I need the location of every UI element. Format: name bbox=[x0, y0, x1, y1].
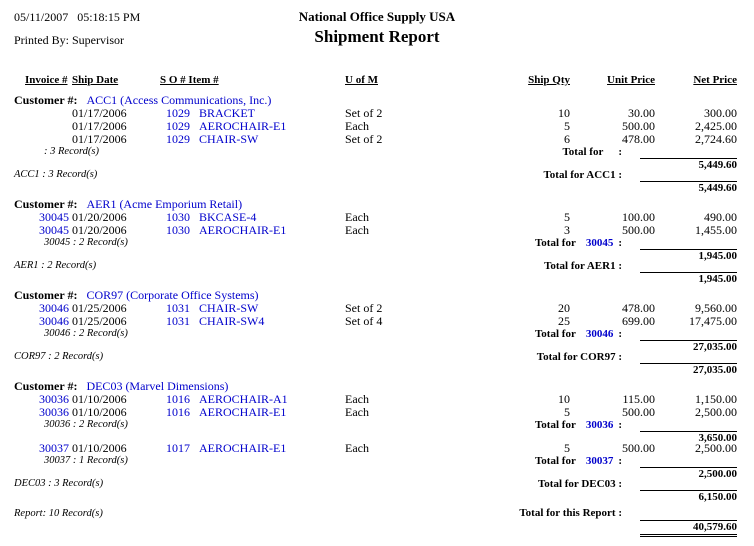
customer-header-line bbox=[0, 379, 754, 393]
subtotal-label-text: Total for bbox=[562, 146, 604, 158]
item-number-link[interactable]: AEROCHAIR-E1 bbox=[199, 441, 287, 455]
net-price-value: 9,560.00 bbox=[695, 301, 737, 315]
column-header-row bbox=[0, 72, 754, 88]
invoice-number-link bbox=[14, 120, 72, 133]
customer-number-label: Customer #: bbox=[14, 197, 78, 211]
column-header-invoice: Invoice # bbox=[25, 74, 68, 86]
item-number-link[interactable]: CHAIR-SW bbox=[199, 132, 259, 146]
ship-qty-value: 25 bbox=[558, 314, 570, 328]
customer-link[interactable]: AER1 (Acme Emporium Retail) bbox=[86, 197, 243, 211]
customer-group bbox=[0, 288, 754, 374]
invoice-subtotal-line bbox=[0, 328, 754, 340]
customer-group bbox=[0, 93, 754, 192]
report-body bbox=[0, 93, 754, 501]
table-row bbox=[0, 133, 754, 146]
subtotal-invoice-link[interactable]: 30045 bbox=[585, 237, 614, 249]
so-number-link[interactable]: 1031 bbox=[166, 301, 190, 315]
net-price-value: 300.00 bbox=[704, 106, 737, 120]
uom-value: Set of 2 bbox=[345, 132, 383, 146]
subtotal-colon: : bbox=[618, 328, 622, 340]
so-item-cell bbox=[160, 406, 345, 419]
item-number-link[interactable]: BRACKET bbox=[199, 106, 256, 120]
column-header-ship-date: Ship Date bbox=[72, 74, 119, 86]
customer-record-count: ACC1 : 3 Record(s) bbox=[14, 169, 98, 180]
subtotal-label-text: Total for bbox=[534, 328, 576, 340]
customer-group bbox=[0, 379, 754, 501]
customer-total-line bbox=[0, 260, 754, 272]
table-row bbox=[0, 315, 754, 328]
subtotal-invoice-link[interactable]: 30046 bbox=[585, 328, 614, 340]
ship-date-value: 01/10/2006 bbox=[72, 405, 127, 419]
unit-price-value: 500.00 bbox=[622, 119, 655, 133]
ship-date-value: 01/10/2006 bbox=[72, 441, 127, 455]
ship-qty-value: 20 bbox=[558, 301, 570, 315]
so-number-link[interactable]: 1031 bbox=[166, 314, 190, 328]
invoice-subtotal-amount: 1,945.00 bbox=[640, 249, 737, 262]
customer-total-label: Total for AER1 : bbox=[544, 260, 622, 272]
uom-value: Set of 2 bbox=[345, 301, 383, 315]
report-record-count: Report: 10 Record(s) bbox=[14, 508, 103, 519]
customer-header-line bbox=[0, 197, 754, 211]
invoice-subtotal-amount-line bbox=[0, 467, 754, 478]
customer-total-label: Total for COR97 : bbox=[536, 351, 622, 363]
so-number-link[interactable]: 1029 bbox=[166, 106, 190, 120]
item-number-link[interactable]: CHAIR-SW bbox=[199, 301, 259, 315]
unit-price-value: 115.00 bbox=[622, 392, 655, 406]
invoice-number-link[interactable]: 30046 bbox=[39, 314, 69, 328]
ship-date-value: 01/25/2006 bbox=[72, 314, 127, 328]
customer-total-amount-line bbox=[0, 363, 754, 374]
uom-value: Each bbox=[345, 223, 369, 237]
invoice-record-count: : 3 Record(s) bbox=[44, 146, 100, 157]
subtotal-invoice-link[interactable]: 30036 bbox=[585, 419, 614, 431]
ship-qty-value: 10 bbox=[558, 106, 570, 120]
invoice-subtotal-line bbox=[0, 419, 754, 431]
invoice-subtotal-label bbox=[535, 237, 622, 249]
customer-header-line bbox=[0, 93, 754, 107]
customer-total-amount-line bbox=[0, 181, 754, 192]
invoice-number-link[interactable]: 30036 bbox=[39, 392, 69, 406]
so-number-link[interactable]: 1029 bbox=[166, 132, 190, 146]
ship-qty-value: 10 bbox=[558, 392, 570, 406]
customer-total-amount: 5,449.60 bbox=[640, 181, 737, 194]
invoice-number-link[interactable]: 30046 bbox=[39, 301, 69, 315]
invoice-subtotal-amount-line bbox=[0, 249, 754, 260]
ship-date-value: 01/17/2006 bbox=[72, 106, 127, 120]
net-price-value: 17,475.00 bbox=[689, 314, 737, 328]
column-header-net-price: Net Price bbox=[693, 74, 737, 86]
unit-price-value: 500.00 bbox=[622, 223, 655, 237]
invoice-subtotal-label bbox=[535, 419, 622, 431]
uom-value: Set of 4 bbox=[345, 314, 383, 328]
so-item-cell bbox=[160, 133, 345, 146]
invoice-subtotal-amount: 3,650.00 bbox=[640, 431, 737, 444]
customer-record-count: DEC03 : 3 Record(s) bbox=[14, 478, 104, 489]
report-total-amount: 40,579.60 bbox=[640, 520, 737, 537]
net-price-value: 490.00 bbox=[704, 210, 737, 224]
table-row bbox=[0, 224, 754, 237]
customer-number-label: Customer #: bbox=[14, 288, 78, 302]
column-header-ship-qty: Ship Qty bbox=[528, 74, 570, 86]
page-title: Shipment Report bbox=[314, 27, 440, 46]
invoice-subtotal-amount-line bbox=[0, 431, 754, 442]
invoice-subtotal-label bbox=[535, 455, 622, 467]
ship-qty-value: 6 bbox=[564, 132, 570, 146]
report-footer bbox=[0, 507, 754, 531]
ship-qty-value: 5 bbox=[564, 119, 570, 133]
ship-date-value: 01/25/2006 bbox=[72, 301, 127, 315]
so-item-cell bbox=[160, 315, 345, 328]
ship-date-value: 01/17/2006 bbox=[72, 119, 127, 133]
customer-link[interactable]: COR97 (Corporate Office Systems) bbox=[86, 288, 259, 302]
subtotal-label-text: Total for bbox=[534, 237, 576, 249]
customer-link[interactable]: ACC1 (Access Communications, Inc.) bbox=[86, 93, 272, 107]
uom-value: Set of 2 bbox=[345, 106, 383, 120]
invoice-subtotal-label bbox=[535, 328, 622, 340]
customer-record-count: AER1 : 2 Record(s) bbox=[14, 260, 97, 271]
item-number-link[interactable]: AEROCHAIR-A1 bbox=[199, 392, 288, 406]
uom-value: Each bbox=[345, 392, 369, 406]
uom-value: Each bbox=[345, 119, 369, 133]
unit-price-value: 30.00 bbox=[628, 106, 655, 120]
invoice-number-link[interactable]: 30036 bbox=[39, 405, 69, 419]
unit-price-value: 500.00 bbox=[622, 441, 655, 455]
item-number-link[interactable]: AEROCHAIR-E1 bbox=[199, 405, 287, 419]
customer-total-line bbox=[0, 351, 754, 363]
net-price-value: 1,455.00 bbox=[695, 223, 737, 237]
report-total-amount-line bbox=[0, 520, 754, 531]
subtotal-label-text: Total for bbox=[534, 419, 576, 431]
so-item-cell bbox=[160, 224, 345, 237]
customer-total-amount: 27,035.00 bbox=[640, 363, 737, 376]
uom-value: Each bbox=[345, 405, 369, 419]
uom-value: Each bbox=[345, 441, 369, 455]
customer-link[interactable]: DEC03 (Marvel Dimensions) bbox=[86, 379, 229, 393]
subtotal-label-text: Total for bbox=[534, 455, 576, 467]
net-price-value: 2,500.00 bbox=[695, 441, 737, 455]
net-price-value: 2,425.00 bbox=[695, 119, 737, 133]
invoice-number-link bbox=[14, 133, 72, 146]
invoice-subtotal-line bbox=[0, 146, 754, 158]
invoice-subtotal-line bbox=[0, 455, 754, 467]
customer-record-count: COR97 : 2 Record(s) bbox=[14, 351, 104, 362]
unit-price-value: 478.00 bbox=[622, 301, 655, 315]
ship-date-value: 01/20/2006 bbox=[72, 210, 127, 224]
item-number-link[interactable]: AEROCHAIR-E1 bbox=[199, 119, 287, 133]
report-total-line bbox=[0, 507, 754, 520]
unit-price-value: 100.00 bbox=[622, 210, 655, 224]
so-number-link[interactable]: 1016 bbox=[166, 392, 190, 406]
customer-total-label: Total for DEC03 : bbox=[537, 478, 622, 490]
item-number-link[interactable]: BKCASE-4 bbox=[199, 210, 257, 224]
printed-by: Printed By: Supervisor bbox=[14, 33, 124, 47]
invoice-subtotal-amount: 5,449.60 bbox=[640, 158, 737, 171]
customer-total-line bbox=[0, 478, 754, 490]
invoice-record-count: 30037 : 1 Record(s) bbox=[44, 455, 128, 466]
customer-total-label: Total for ACC1 : bbox=[543, 169, 622, 181]
invoice-record-count: 30036 : 2 Record(s) bbox=[44, 419, 128, 430]
invoice-subtotal-label bbox=[562, 146, 622, 158]
subtotal-invoice-link[interactable]: 30037 bbox=[585, 455, 614, 467]
ship-date-value: 01/17/2006 bbox=[72, 132, 127, 146]
customer-number-label: Customer #: bbox=[14, 379, 78, 393]
invoice-number-link[interactable]: 30037 bbox=[39, 441, 69, 455]
print-datetime: 05/11/2007 05:18:15 PM bbox=[14, 10, 141, 24]
invoice-number-link[interactable]: 30045 bbox=[39, 210, 69, 224]
customer-total-amount-line bbox=[0, 490, 754, 501]
ship-qty-value: 5 bbox=[564, 441, 570, 455]
ship-date-value: 01/10/2006 bbox=[72, 392, 127, 406]
ship-qty-value: 5 bbox=[564, 210, 570, 224]
company-name: National Office Supply USA bbox=[298, 9, 456, 24]
so-number-link[interactable]: 1017 bbox=[166, 441, 190, 455]
subtotal-colon: : bbox=[618, 455, 622, 467]
invoice-subtotal-amount-line bbox=[0, 158, 754, 169]
customer-total-amount-line bbox=[0, 272, 754, 283]
uom-value: Each bbox=[345, 210, 369, 224]
subtotal-colon: : bbox=[618, 237, 622, 249]
ship-qty-value: 5 bbox=[564, 405, 570, 419]
so-number-link[interactable]: 1016 bbox=[166, 405, 190, 419]
so-item-cell bbox=[160, 442, 345, 455]
subtotal-colon: : bbox=[618, 419, 622, 431]
invoice-number-link[interactable]: 30045 bbox=[39, 223, 69, 237]
invoice-subtotal-amount: 2,500.00 bbox=[640, 467, 737, 480]
invoice-number-link bbox=[14, 107, 72, 120]
unit-price-value: 500.00 bbox=[622, 405, 655, 419]
report-header bbox=[0, 0, 754, 64]
unit-price-value: 478.00 bbox=[622, 132, 655, 146]
net-price-value: 2,724.60 bbox=[695, 132, 737, 146]
subtotal-colon: : bbox=[618, 146, 622, 158]
so-number-link[interactable]: 1030 bbox=[166, 223, 190, 237]
column-header-uom: U of M bbox=[345, 74, 378, 86]
ship-date-value: 01/20/2006 bbox=[72, 223, 127, 237]
ship-qty-value: 3 bbox=[564, 223, 570, 237]
report-total-label: Total for this Report : bbox=[519, 507, 622, 519]
column-header-unit-price: Unit Price bbox=[607, 74, 655, 86]
customer-group bbox=[0, 197, 754, 283]
table-row bbox=[0, 406, 754, 419]
so-number-link[interactable]: 1029 bbox=[166, 119, 190, 133]
column-header-so-item: S O # Item # bbox=[160, 74, 219, 86]
so-number-link[interactable]: 1030 bbox=[166, 210, 190, 224]
invoice-record-count: 30046 : 2 Record(s) bbox=[44, 328, 128, 339]
invoice-subtotal-amount-line bbox=[0, 340, 754, 351]
net-price-value: 2,500.00 bbox=[695, 405, 737, 419]
item-number-link[interactable]: CHAIR-SW4 bbox=[199, 314, 265, 328]
customer-total-line bbox=[0, 169, 754, 181]
invoice-subtotal-amount: 27,035.00 bbox=[640, 340, 737, 353]
customer-number-label: Customer #: bbox=[14, 93, 78, 107]
unit-price-value: 699.00 bbox=[622, 314, 655, 328]
item-number-link[interactable]: AEROCHAIR-E1 bbox=[199, 223, 287, 237]
customer-total-amount: 6,150.00 bbox=[640, 490, 737, 503]
customer-header-line bbox=[0, 288, 754, 302]
customer-total-amount: 1,945.00 bbox=[640, 272, 737, 285]
invoice-subtotal-line bbox=[0, 237, 754, 249]
net-price-value: 1,150.00 bbox=[695, 392, 737, 406]
invoice-record-count: 30045 : 2 Record(s) bbox=[44, 237, 128, 248]
